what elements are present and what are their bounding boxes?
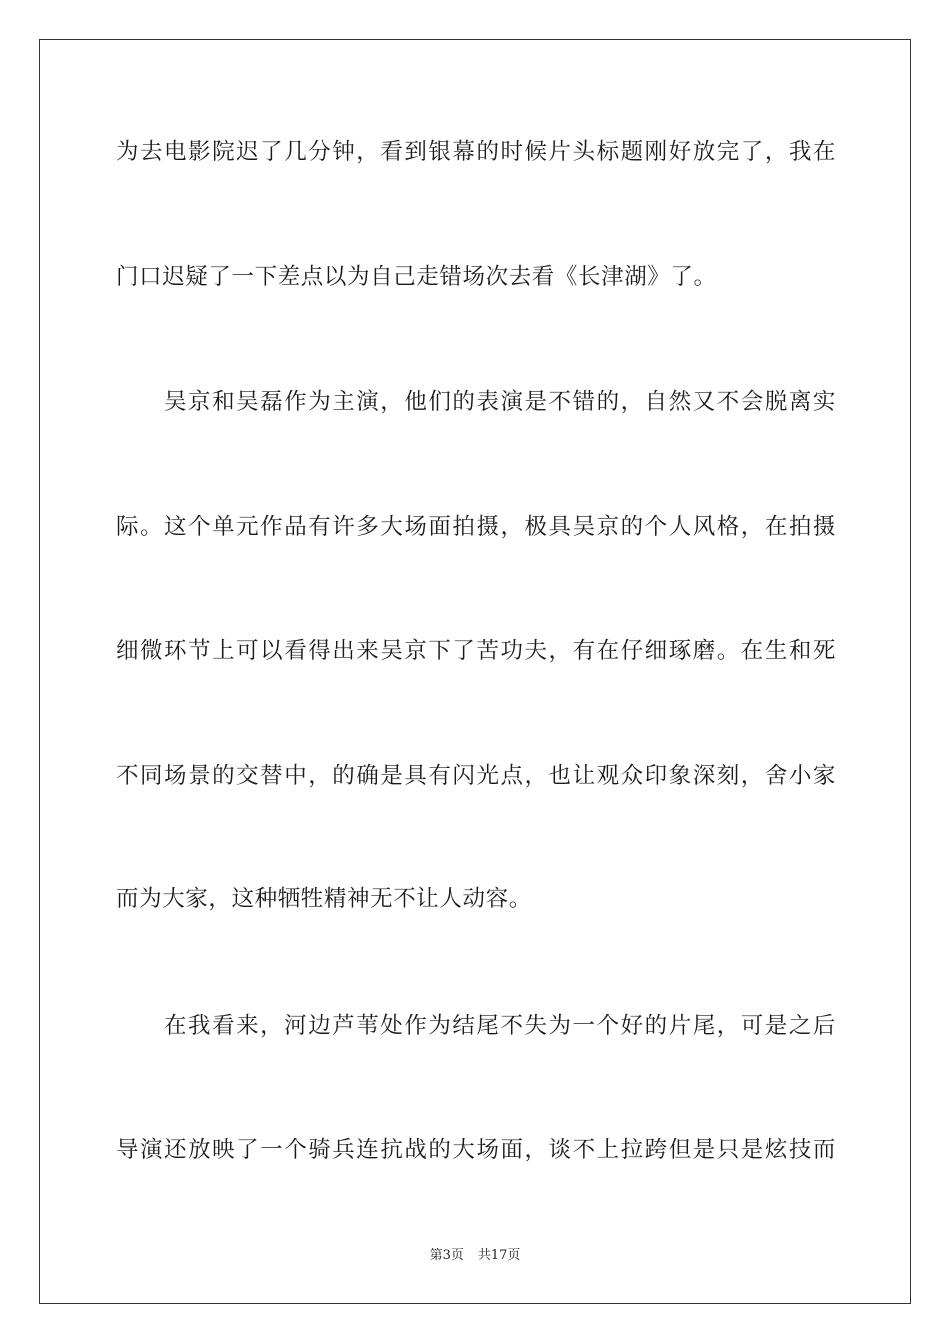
body-text-line: 导演还放映了一个骑兵连抗战的大场面，谈不上拉跨但是只是炫技而	[116, 1137, 836, 1163]
body-text-line: 细微环节上可以看得出来吴京下了苦功夫，有在仔细琢磨。在生和死	[116, 638, 836, 664]
body-text-line: 门口迟疑了一下差点以为自己走错场次去看《长津湖》了。	[116, 264, 717, 290]
body-text-line: 为去电影院迟了几分钟，看到银幕的时候片头标题刚好放完了，我在	[116, 139, 836, 165]
page-number: 第3页	[429, 1248, 464, 1263]
body-text-line: 际。这个单元作品有许多大场面拍摄，极具吴京的个人风格，在拍摄	[116, 514, 836, 540]
body-text-line: 不同场景的交替中，的确是具有闪光点，也让观众印象深刻，舍小家	[116, 763, 836, 789]
page-total: 共17页	[477, 1248, 521, 1263]
body-text-line: 而为大家，这种牺牲精神无不让人动容。	[116, 886, 532, 912]
page-footer	[0, 1247, 950, 1265]
paragraph-first-line: 吴京和吴磊作为主演，他们的表演是不错的，自然又不会脱离实	[164, 389, 836, 415]
paragraph-first-line: 在我看来，河边芦苇处作为结尾不失为一个好的片尾，可是之后	[164, 1013, 836, 1039]
page-border	[39, 39, 911, 1304]
